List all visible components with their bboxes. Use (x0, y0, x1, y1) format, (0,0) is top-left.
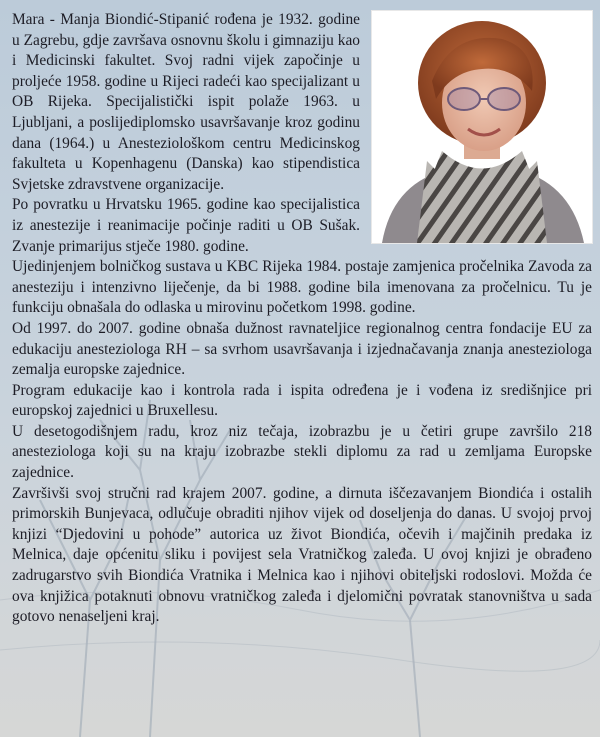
document-page (12, 10, 592, 628)
paragraph-education-program: Program edukacije kao i kontrola rada i ispita određena je i vođena iz središnjice pri europskoj zajednici u Bruxellesu. (12, 381, 592, 420)
author-portrait-image (372, 11, 592, 243)
paragraph-ten-year-work: U desetogodišnjem radu, kroz niz tečaja, izobrazbu je u četiri grupe završilo 218 anesteziologa koji su na kraju izobrazbe stekli diplomu za rad u zemljama Europske zajednice. (12, 422, 592, 482)
paragraph-kbc-rijeka: Ujedinjenjem bolničkog sustava u KBC Rijeka 1984. postaje zamjenica pročelnika Zavoda za anesteziju i intenzivno liječenje, da bi 1988. godine bila imenovana za pročelnicu. Tu je funkciju obnašala do odlaska u mirovinu početkom 1998. godine. (12, 258, 592, 317)
paragraph-eu-foundation: Od 1997. do 2007. godine obnaša dužnost ravnateljice regionalnog centra fondacije EU za edukaciju anesteziologa RH – sa svrhom usavršavanja i izjednačavanja znanja anesteziologa zemalja europske zajednice. (12, 319, 592, 379)
paragraph-biography-intro: Mara - Manja Biondić-Stipanić rođena je 1932. godine u Zagrebu, gdje završava osnovnu školu i gimnaziju kao i Medicinski fakultet. Svoj radni vijek započinje u proljeće 1958. godine u Rijeci radeći kao specijalizant u OB Rijeka. Specijalistički ispit polaže 1963. u Ljubljani, a poslijediplomsko usavršavanje kroz godinu dana (1964.) u Anesteziološkom centru Medicinskog fakulteta u Kopenhagenu (Danska) kao stipendistica Svjetske zdravstvene organizacije. (12, 11, 360, 193)
author-portrait-photo (372, 11, 592, 243)
paragraph-books: Završivši svoj stručni rad krajem 2007. godine, a dirnuta iščezavanjem Biondića i ostalih primorskih Bunjevaca, odlučuje obraditi njihov vijek od doseljenja do danas. U svojoj prvoj knjizi “Djedovini u pohode” autorica uz život Biondića, očevih i majčinih predaka iz Melnica, daje općenitu sliku i povijest sela Vratničkog zaleđa. U ovoj knjizi je obrađeno zadrugarstvo svih Biondića Vratnika i Melnica kao i njihovi obiteljski rodoslovi. Možda će ova knjižica potaknuti obnovu vratničkog zaleđa i djelomični povratak stanovništva u sada gotovo nenaseljeni kraj. (12, 484, 592, 626)
paragraph-return-croatia: Po povratku u Hrvatsku 1965. godine kao specijalistica iz anestezije i reanimacije počinje raditi u OB Sušak. Zvanje primarijus stječe 1980. godine. (12, 196, 360, 255)
